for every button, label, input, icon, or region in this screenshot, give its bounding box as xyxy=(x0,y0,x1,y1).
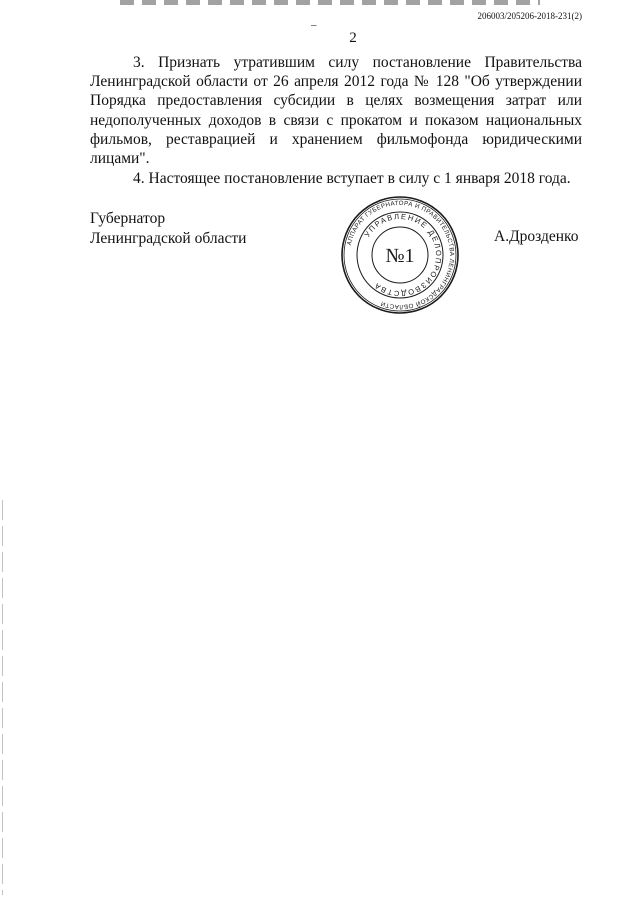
signatory-title: Губернатор xyxy=(90,210,166,227)
signatory-position xyxy=(90,209,246,249)
seal-inner-text: УПРАВЛЕНИЕ ДЕЛОПРОИЗВОДСТВА xyxy=(362,211,444,299)
header-dash: – xyxy=(311,19,317,31)
scan-edge-artifact xyxy=(120,0,540,5)
signatory-region: Ленинградской области xyxy=(90,230,247,247)
document-code: 206003/205206-2018-231(2) xyxy=(477,11,582,21)
paragraph-3: 3. Признать утратившим силу постановление Правительства Ленинградской области от 26 апреля 2012 года № 128 "Об утверждении Порядка предоставления субсидии в целях возмещения затрат или недополученных доходов в связи с прокатом и показом национальных фильмов, реставрацией и хранением фильмофонда юридическими лицами". xyxy=(90,54,582,168)
seal-outer-text: АППАРАТ ГУБЕРНАТОРА И ПРАВИТЕЛЬСТВА ЛЕНИНГРАДСКОЙ ОБЛАСТИ xyxy=(345,199,456,311)
page-number: 2 xyxy=(349,30,357,46)
scan-margin-artifact xyxy=(2,500,3,895)
seal-number: №1 xyxy=(385,245,415,267)
paragraph-4: 4. Настоящее постановление вступает в силу с 1 января 2018 года. xyxy=(133,170,571,188)
official-seal xyxy=(340,195,460,315)
document-body xyxy=(90,53,582,188)
signatory-name: А.Дрозденко xyxy=(494,228,579,245)
